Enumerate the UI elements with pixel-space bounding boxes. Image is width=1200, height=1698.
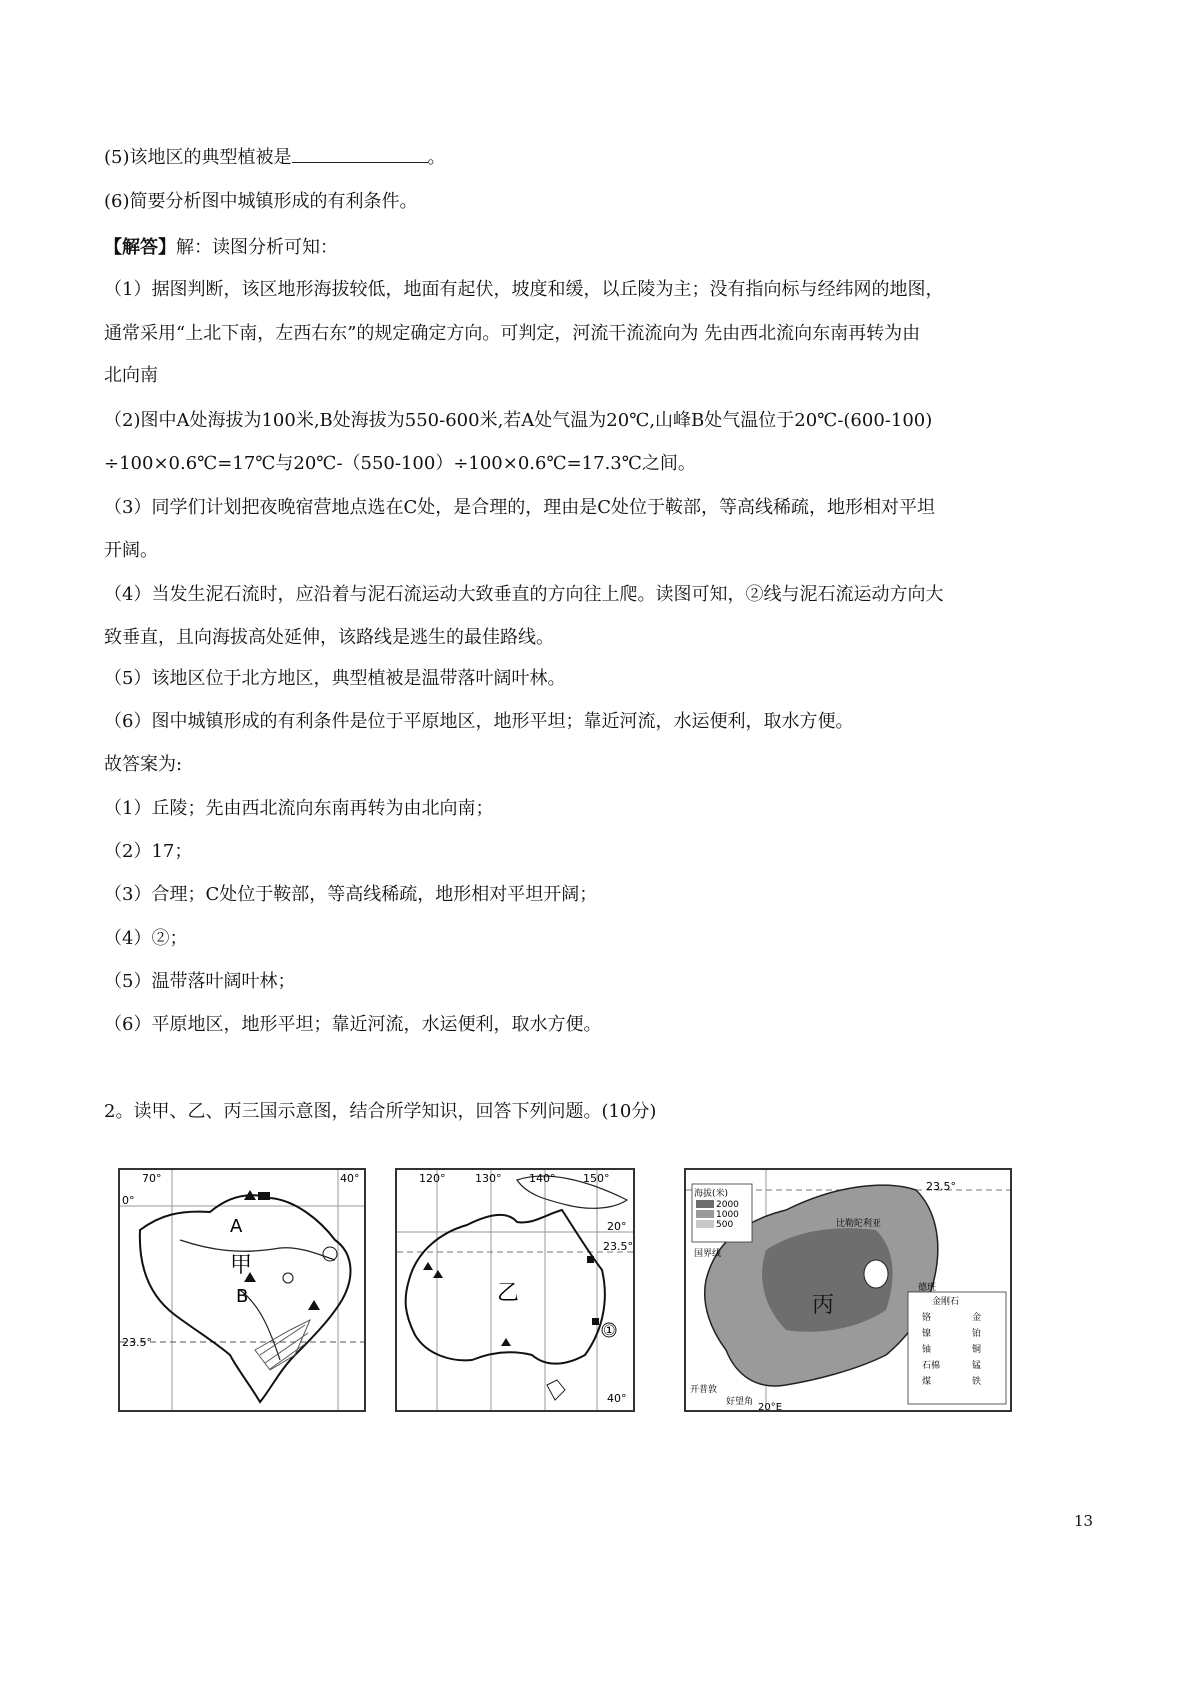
mineral-10: 铁 <box>972 1377 982 1387</box>
map2-country: 乙 <box>497 1281 520 1306</box>
mineral-8: 锰 <box>972 1361 982 1371</box>
answer-line: 故答案为: <box>104 754 183 775</box>
map3-city-pretoria: 比勒陀利亚 <box>836 1219 882 1229</box>
map1-label-b: B <box>236 1286 249 1307</box>
map2-mark: ① <box>603 1323 616 1339</box>
answer-line: （3）同学们计划把夜晚宿营地点选在C处，是合理的，理由是C处位于鞍部，等高线稀疏，地形相对平坦 <box>104 497 935 518</box>
answer-line: （3）合理；C处位于鞍部，等高线稀疏，地形相对平坦开阔； <box>104 884 598 905</box>
map3-cape: 好望角 <box>726 1397 754 1407</box>
mineral-5: 铀 <box>922 1345 932 1355</box>
map-bing-svg <box>686 1170 1010 1410</box>
answer-line: 致垂直，且向海拔高处延伸，该路线是逃生的最佳路线。 <box>104 627 554 648</box>
q5-text: (5)该地区的典型植被是 <box>104 147 292 168</box>
map2-lat2: 23.5° <box>603 1240 633 1253</box>
map1-lat2: 23.5° <box>122 1336 152 1349</box>
answer-line: 北向南 <box>104 365 158 386</box>
answer-blank[interactable] <box>292 144 428 163</box>
map3-lon: 20°E <box>758 1402 783 1410</box>
map1-lon1: 70° <box>142 1172 162 1185</box>
map2-lon2: 130° <box>475 1172 502 1185</box>
mineral-4: 铂 <box>972 1329 982 1339</box>
map-jia-svg <box>120 1170 364 1410</box>
map3-country: 丙 <box>812 1293 835 1318</box>
map-yi <box>395 1168 635 1412</box>
answer-line: 通常采用“上北下南，左西右东”的规定确定方向。可判定，河流干流流向为 先由西北流向东南再转为由 <box>104 323 921 344</box>
answer-line: （1）据图判断，该区地形海拔较低，地面有起伏，坡度和缓，以丘陵为主；没有指向标与经纬网的地图， <box>104 279 944 300</box>
map3-lat: 23.5° <box>926 1180 956 1193</box>
answer-intro: 解：读图分析可知： <box>176 237 338 258</box>
map3-border-label: 国界线 <box>694 1249 722 1259</box>
answer-line: 开阔。 <box>104 540 158 561</box>
answer-tag: 【解答】 <box>104 237 176 258</box>
map3-city-durban: 德班 <box>918 1283 937 1293</box>
question-5 <box>104 144 446 170</box>
map1-country: 甲 <box>230 1253 253 1278</box>
mineral-7: 石棉 <box>922 1361 941 1371</box>
answer-line: （5）该地区位于北方地区，典型植被是温带落叶阔叶林。 <box>104 668 566 689</box>
map-yi-svg <box>397 1170 633 1410</box>
answer-line: （2）17； <box>104 841 193 862</box>
answer-heading <box>104 236 338 260</box>
question-2: 2。读甲、乙、丙三国示意图，结合所学知识，回答下列问题。(10分) <box>104 1101 657 1122</box>
map1-lon2: 40° <box>340 1172 360 1185</box>
mineral-6: 铜 <box>972 1345 982 1355</box>
mineral-9: 煤 <box>922 1377 932 1387</box>
answer-line: （6）图中城镇形成的有利条件是位于平原地区，地形平坦；靠近河流，水运便利，取水方便。 <box>104 711 854 732</box>
mineral-1: 铬 <box>922 1313 932 1323</box>
mineral-2: 金 <box>972 1313 982 1323</box>
mineral-0: 金刚石 <box>932 1297 960 1307</box>
answer-line: （2)图中A处海拔为100米,B处海拔为550-600米,若A处气温为20℃,山峰B处气温位于20℃-(600-100) <box>104 410 933 431</box>
answer-line: （4）当发生泥石流时，应沿着与泥石流运动大致垂直的方向往上爬。读图可知，②线与泥石流运动方向大 <box>104 584 944 605</box>
map1-lat1: 0° <box>122 1194 135 1207</box>
answer-line: （5）温带落叶阔叶林； <box>104 971 296 992</box>
question-6: (6)简要分析图中城镇形成的有利条件。 <box>104 191 418 212</box>
map2-lon3: 140° <box>529 1172 556 1185</box>
map3-legend-2: 1000 <box>716 1210 739 1220</box>
map2-lat3: 40° <box>607 1392 627 1405</box>
map3-legend-3: 500 <box>716 1220 734 1230</box>
answer-line: ÷100×0.6℃=17℃与20℃-（550-100）÷100×0.6℃=17.3℃之间。 <box>104 453 696 474</box>
map2-lon1: 120° <box>419 1172 446 1185</box>
map3-city-capetown: 开普敦 <box>690 1385 718 1395</box>
answer-line: （6）平原地区，地形平坦；靠近河流，水运便利，取水方便。 <box>104 1014 602 1035</box>
answer-line: （1）丘陵；先由西北流向东南再转为由北向南； <box>104 798 494 819</box>
answer-line: （4）②； <box>104 928 188 949</box>
map-bing <box>684 1168 1012 1412</box>
map-jia <box>118 1168 366 1412</box>
map2-lon4: 150° <box>583 1172 610 1185</box>
q5-end: 。 <box>427 147 446 168</box>
page-number: 13 <box>1074 1512 1094 1530</box>
map3-legend-title: 海拔(米) <box>694 1189 729 1199</box>
map3-legend-1: 2000 <box>716 1200 739 1210</box>
map1-label-a: A <box>230 1216 243 1237</box>
map2-lat1: 20° <box>607 1220 627 1233</box>
mineral-3: 镍 <box>922 1329 932 1339</box>
